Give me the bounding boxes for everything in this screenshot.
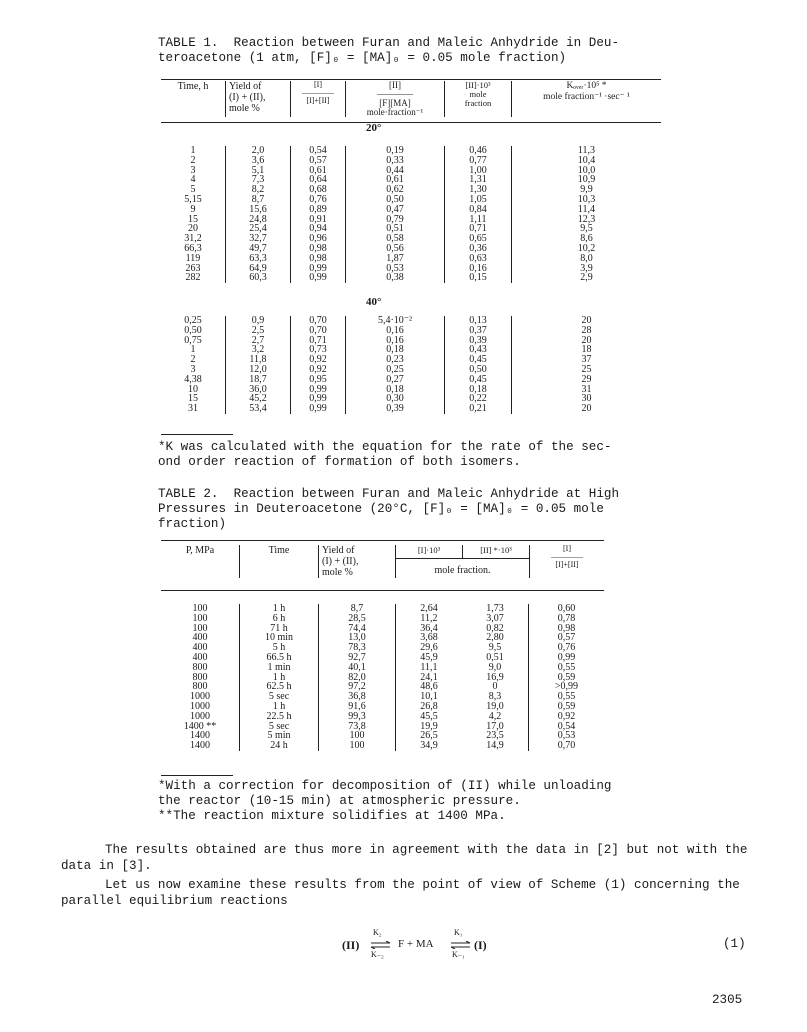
table2-footnote-rule — [161, 775, 233, 776]
eq-middle: F + MA — [398, 938, 434, 950]
eq-k1: K₁ — [454, 928, 463, 937]
table1-caption: TABLE 1. Reaction between Furan and Maleic Anhydride in Deu- teroacetone (1 atm, [F]₀ = [MA]₀ = 0.05 mole fraction) — [158, 36, 620, 65]
t1-head-yield: Yield of (I) + (II), mole % — [226, 81, 291, 117]
t2-head-yield: Yield of (I) + (II), mole % — [319, 545, 396, 578]
equilibrium-arrows-icon — [450, 941, 472, 949]
eq-k2: K₂ — [373, 928, 382, 937]
t1-head-ii-fma: [II] ―――― [F][MA] mole·fraction⁻¹ — [346, 81, 445, 117]
t1-s1-col-time: 1 2 3 4 5 5,15 9 15 20 31,2 66,3 119 263 282 — [184, 145, 202, 284]
t1-s1-col-ii-fma: 0,19 0,33 0,44 0,61 0,62 0,50 0,47 0,79 0,51 0,58 0,56 1,87 0,53 0,38 — [346, 146, 445, 283]
t1-head-ii-mole: [II]·10³ mole fraction — [445, 81, 512, 117]
body-paragraph-1: The results obtained are thus more in agreement with the data in [2] but not with the data in [3]. — [61, 843, 748, 873]
t1-s1-col-k: 11,3 10,4 10,0 10,9 9,9 10,3 11,4 12,3 9,5 8,6 10,2 8,0 3,9 2,9 — [512, 146, 662, 283]
t1-s1-col-ratio: 0,54 0,57 0,61 0,64 0,68 0,76 0,89 0,91 0,94 0,96 0,98 0,98 0,99 0,99 — [291, 146, 346, 283]
table1-header-rule — [161, 122, 661, 123]
body-paragraph-2: Let us now examine these results from the point of view of Scheme (1) concerning the parallel equilibrium reactions — [61, 878, 740, 908]
eq-right: (I) — [474, 938, 487, 952]
equilibrium-arrows-icon — [370, 941, 392, 949]
table1-header — [161, 81, 661, 117]
t1-s2-col-k: 20 28 20 18 37 25 29 31 30 20 — [512, 316, 662, 414]
t1-s2-col-ii-mole: 0,13 0,37 0,39 0,43 0,45 0,50 0,45 0,18 0,22 0,21 — [445, 316, 512, 414]
page-number: 2305 — [712, 993, 743, 1007]
eq-left: (II) — [342, 938, 360, 952]
t2-head-molefrac: mole fraction. — [396, 558, 530, 578]
t2-col-p: 100 100 100 400 400 400 800 800 800 1000 1000 1000 1400 ** 1400 1400 — [183, 603, 217, 752]
table2-footnote-2: **The reaction mixture solidifies at 1400 MPa. — [158, 809, 506, 823]
t1-s1-col-ii-mole: 0,46 0,77 1,00 1,31 1,30 1,05 0,84 1,11 0,71 0,65 0,36 0,63 0,16 0,15 — [445, 146, 512, 283]
t1-head-k: Kₒᵥₑᵣ·10⁵ * mole fraction⁻¹ ·sec⁻ ¹ — [512, 81, 662, 117]
t1-head-time: Time, h — [177, 81, 209, 92]
t2-col-ratio: 0,60 0,78 0,98 0,57 0,76 0,99 0,55 0,59 >0,99 0,55 0,59 0,92 0,54 0,53 0,70 — [529, 604, 605, 751]
t1-s1-col-yield: 2,0 3,6 5,1 7,3 8,2 8,7 15,6 24,8 25,4 32,7 49,7 63,3 64,9 60,3 — [226, 146, 291, 283]
t2-head-i: [I]·10³ — [396, 545, 463, 558]
t1-section1-temp: 20° — [366, 122, 382, 134]
t2-col-yield: 8,7 28,5 74,4 13,0 78,3 92,7 40,1 82,0 97,2 36,8 91,6 99,3 73,8 100 100 — [319, 604, 396, 751]
table2-caption: TABLE 2. Reaction between Furan and Maleic Anhydride at High Pressures in Deuteroacetone (20°C, [F]₀ = [MA]₀ = 0.05 mole fraction) — [158, 487, 620, 531]
table2-footnote-1: *With a correction for decomposition of (II) while unloading the reactor (10-15 min) at atmospheric pressure. — [158, 779, 612, 808]
t1-s2-col-ratio: 0,70 0,70 0,71 0,73 0,92 0,92 0,95 0,99 0,99 0,99 — [291, 316, 346, 414]
t2-head-ratio: [I] ―――― [I]+[II] — [530, 545, 605, 578]
table1-top-rule — [161, 79, 661, 80]
table1-section2 — [161, 316, 661, 414]
table2-body — [161, 604, 604, 751]
t1-section2-temp: 40° — [366, 296, 382, 308]
table1-footnote-rule — [161, 434, 233, 435]
table2-top-rule — [161, 540, 604, 541]
t1-s2-col-time: 0,25 0,50 0,75 1 2 3 4,38 10 15 31 — [184, 315, 202, 415]
t2-head-time: Time — [240, 545, 319, 578]
table2-header-rule — [161, 590, 604, 591]
t1-s2-col-yield: 0,9 2,5 2,7 3,2 11,8 12,0 18,7 36,0 45,2 53,4 — [226, 316, 291, 414]
t2-col-ii: 1,73 3,07 0,82 2,80 9,5 0,51 9,0 16,9 0 8,3 19,0 4,2 17,0 23,5 14,9 — [486, 603, 504, 752]
t2-col-i: 2,64 11,2 36,4 3,68 29,6 45,9 11,1 24,1 48,6 10,1 26,8 45,5 19,9 26,5 34,9 — [396, 604, 463, 751]
eq-km2: K₋₂ — [371, 950, 384, 959]
table2-header — [161, 545, 604, 578]
t1-s2-col-ii-fma: 5,4·10⁻² 0,16 0,16 0,18 0,23 0,25 0,27 0,18 0,30 0,39 — [346, 316, 445, 414]
t2-col-time: 1 h 6 h 71 h 10 min 5 h 66.5 h 1 min 1 h 62.5 h 5 sec 1 h 22.5 h 5 sec 5 min 24 h — [240, 604, 319, 751]
t2-head-p: P, MPa — [185, 545, 215, 556]
t2-head-ii: [II] *·10³ — [463, 545, 530, 558]
eq-km1: K₋₁ — [452, 950, 465, 959]
scheme-equation — [342, 928, 492, 962]
table1-section1 — [161, 146, 661, 283]
table1-footnote: *K was calculated with the equation for the rate of the sec- ond order reaction of formation of both isomers. — [158, 440, 612, 469]
t1-head-ratio: [I] ―――― [I]+[II] — [291, 81, 346, 117]
equation-number: (1) — [723, 937, 746, 951]
